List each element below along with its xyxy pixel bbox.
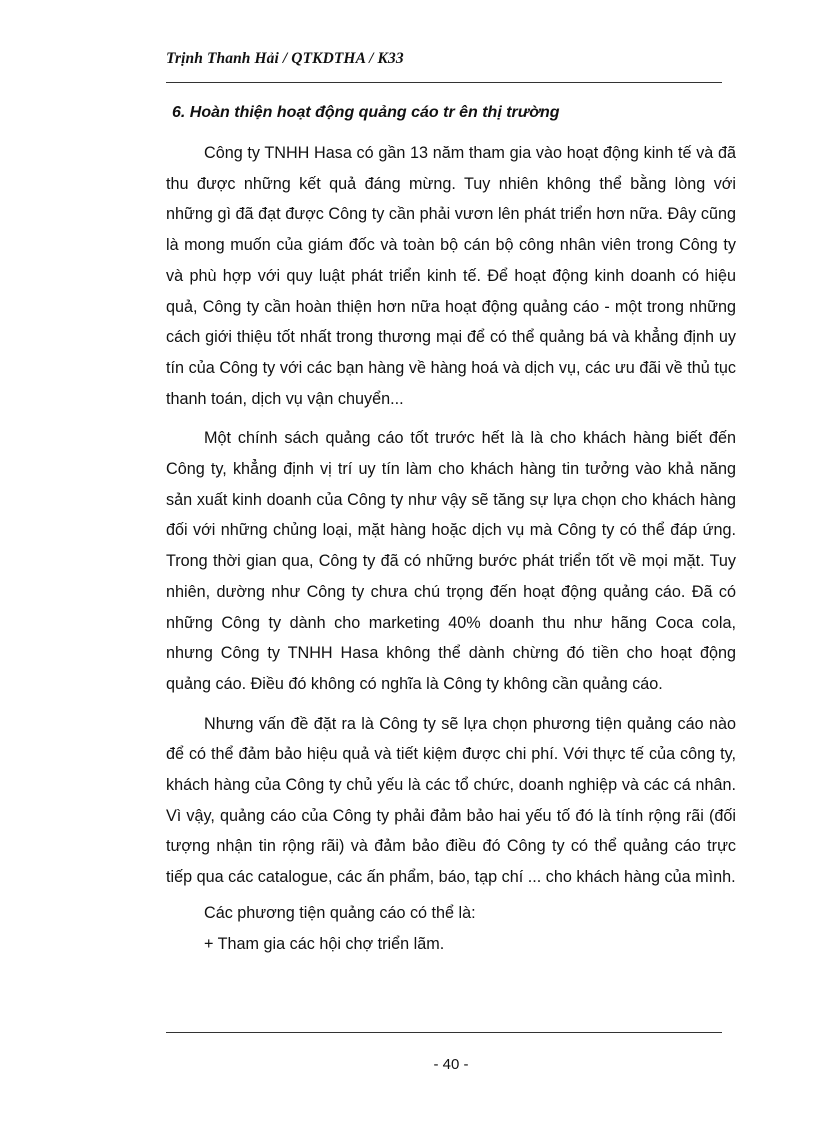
footer-divider [166, 1032, 722, 1033]
paragraph-3: Nhưng vấn đề đặt ra là Công ty sẽ lựa chọn phương tiện quảng cáo nào để có thể đảm bảo hiệu quả và tiết kiệm được chi phí. Với thực tế của công ty, khách hàng của Công ty chủ yếu là các tổ chức, doanh nghiệp và các cá nhân. Vì vậy, quảng cáo của Công ty phải đảm bảo hai yếu tố đó là tính rộng rãi (đối tượng nhận tin rộng rãi) và đảm bảo điều đó Công ty có thể quảng cáo trực tiếp qua các catalogue, các ấn phẩm, báo, tạp chí ... cho khách hàng của mình. [166, 714, 736, 887]
list-item: + Tham gia các hội chợ triển lãm. [204, 934, 445, 953]
paragraph-1: Công ty TNHH Hasa có gần 13 năm tham gia vào hoạt động kinh tế và đã thu được những kết quả đáng mừng. Tuy nhiên không thể bằng lòng với những gì đã đạt được Công ty cần phải vươn lên phát triển hơn nữa. Đây cũng là mong muốn của giám đốc và toàn bộ cán bộ công nhân viên trong Công ty và phù hợp với quy luật phát triển kinh tế. Để hoạt động kinh doanh có hiệu quả, Công ty cần hoàn thiện hơn nữa hoạt động quảng cáo - một trong những cách giới thiệu tốt nhất trong thương mại để có thể quảng bá và khẳng định uy tín của Công ty với các bạn hàng về hàng hoá và dịch vụ, các ưu đãi về thủ tục thanh toán, dịch vụ vận chuyển... [166, 144, 736, 408]
section-heading: 6. Hoàn thiện hoạt động quảng cáo tr ên thị trường [172, 104, 560, 121]
body-text [166, 138, 736, 959]
page-number: - 40 - [433, 1056, 469, 1073]
paragraph-2: Một chính sách quảng cáo tốt trước hết là là cho khách hàng biết đến Công ty, khẳng định vị trí uy tín làm cho khách hàng tin tưởng vào khả năng sản xuất kinh doanh của Công ty như vậy sẽ tăng sự lựa chọn cho khách hàng đối với những chủng loại, mặt hàng hoặc dịch vụ mà Công ty có thể đáp ứng. Trong thời gian qua, Công ty đã có những bước phát triển tốt về mọi mặt. Tuy nhiên, dường như Công ty chưa chú trọng đến hoạt động quảng cáo. Đã có những Công ty dành cho marketing 40% doanh thu như hãng Coca cola, nhưng Công ty TNHH Hasa không thể dành chừng đó tiền cho hoạt động quảng cáo. Điều đó không có nghĩa là Công ty không cần quảng cáo. [166, 429, 736, 693]
page-header: Trịnh Thanh Hải / QTKDTHA / K33 [166, 50, 404, 67]
header-divider [166, 82, 722, 83]
list-intro: Các phương tiện quảng cáo có thể là: [204, 903, 476, 922]
